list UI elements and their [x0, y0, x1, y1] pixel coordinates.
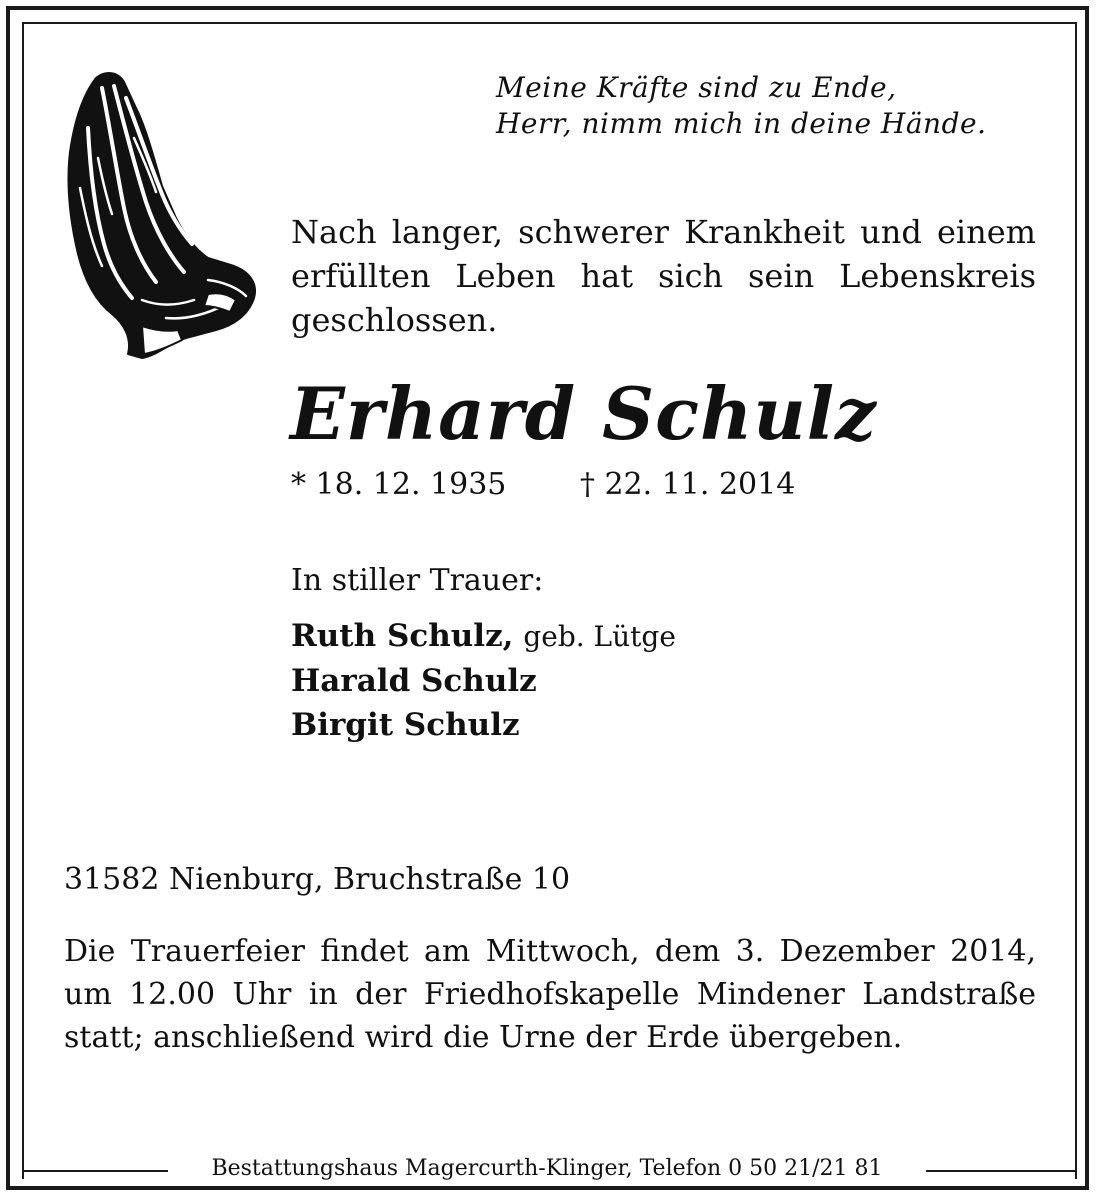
- mourner-name: Ruth Schulz,: [291, 618, 514, 654]
- footer-rule-left: [22, 1170, 168, 1172]
- family-address: 31582 Nienburg, Bruchstraße 10: [64, 862, 571, 897]
- funeral-home-footer: Bestattungshaus Magercurth-Klinger, Telefon 0 50 21/21 81: [168, 1155, 926, 1183]
- mourner-name: Harald Schulz: [291, 663, 537, 699]
- death-date: † 22. 11. 2014: [579, 467, 796, 502]
- deceased-name: Erhard Schulz: [290, 371, 877, 456]
- mourner-suffix: geb. Lütge: [523, 620, 676, 653]
- mourner-name: Birgit Schulz: [291, 707, 520, 743]
- life-dates: [291, 466, 795, 504]
- ceremony-text: Die Trauerfeier findet am Mittwoch, dem 3. Dezember 2014, um 12.00 Uhr in der Friedhofskapelle Mindener Landstraße statt; anschließend wird die Urne der Erde übergeben.: [64, 934, 1036, 1055]
- intro-text: Nach langer, schwerer Krankheit und einem erfüllten Leben hat sich sein Lebenskreis geschlossen.: [291, 213, 1036, 339]
- footer-rule-right: [926, 1170, 1077, 1172]
- mourner-item: [291, 614, 676, 659]
- mourner-list: [291, 614, 676, 747]
- motto-verse: [496, 70, 1056, 142]
- praying-hands-icon: [58, 68, 268, 363]
- mourner-item: [291, 659, 676, 703]
- mourner-item: [291, 703, 676, 747]
- motto-line-1: Meine Kräfte sind zu Ende,: [496, 71, 897, 104]
- mourning-label: In stiller Trauer:: [291, 563, 544, 598]
- birth-date: * 18. 12. 1935: [291, 467, 507, 502]
- motto-line-2: Herr, nimm mich in deine Hände.: [496, 107, 987, 140]
